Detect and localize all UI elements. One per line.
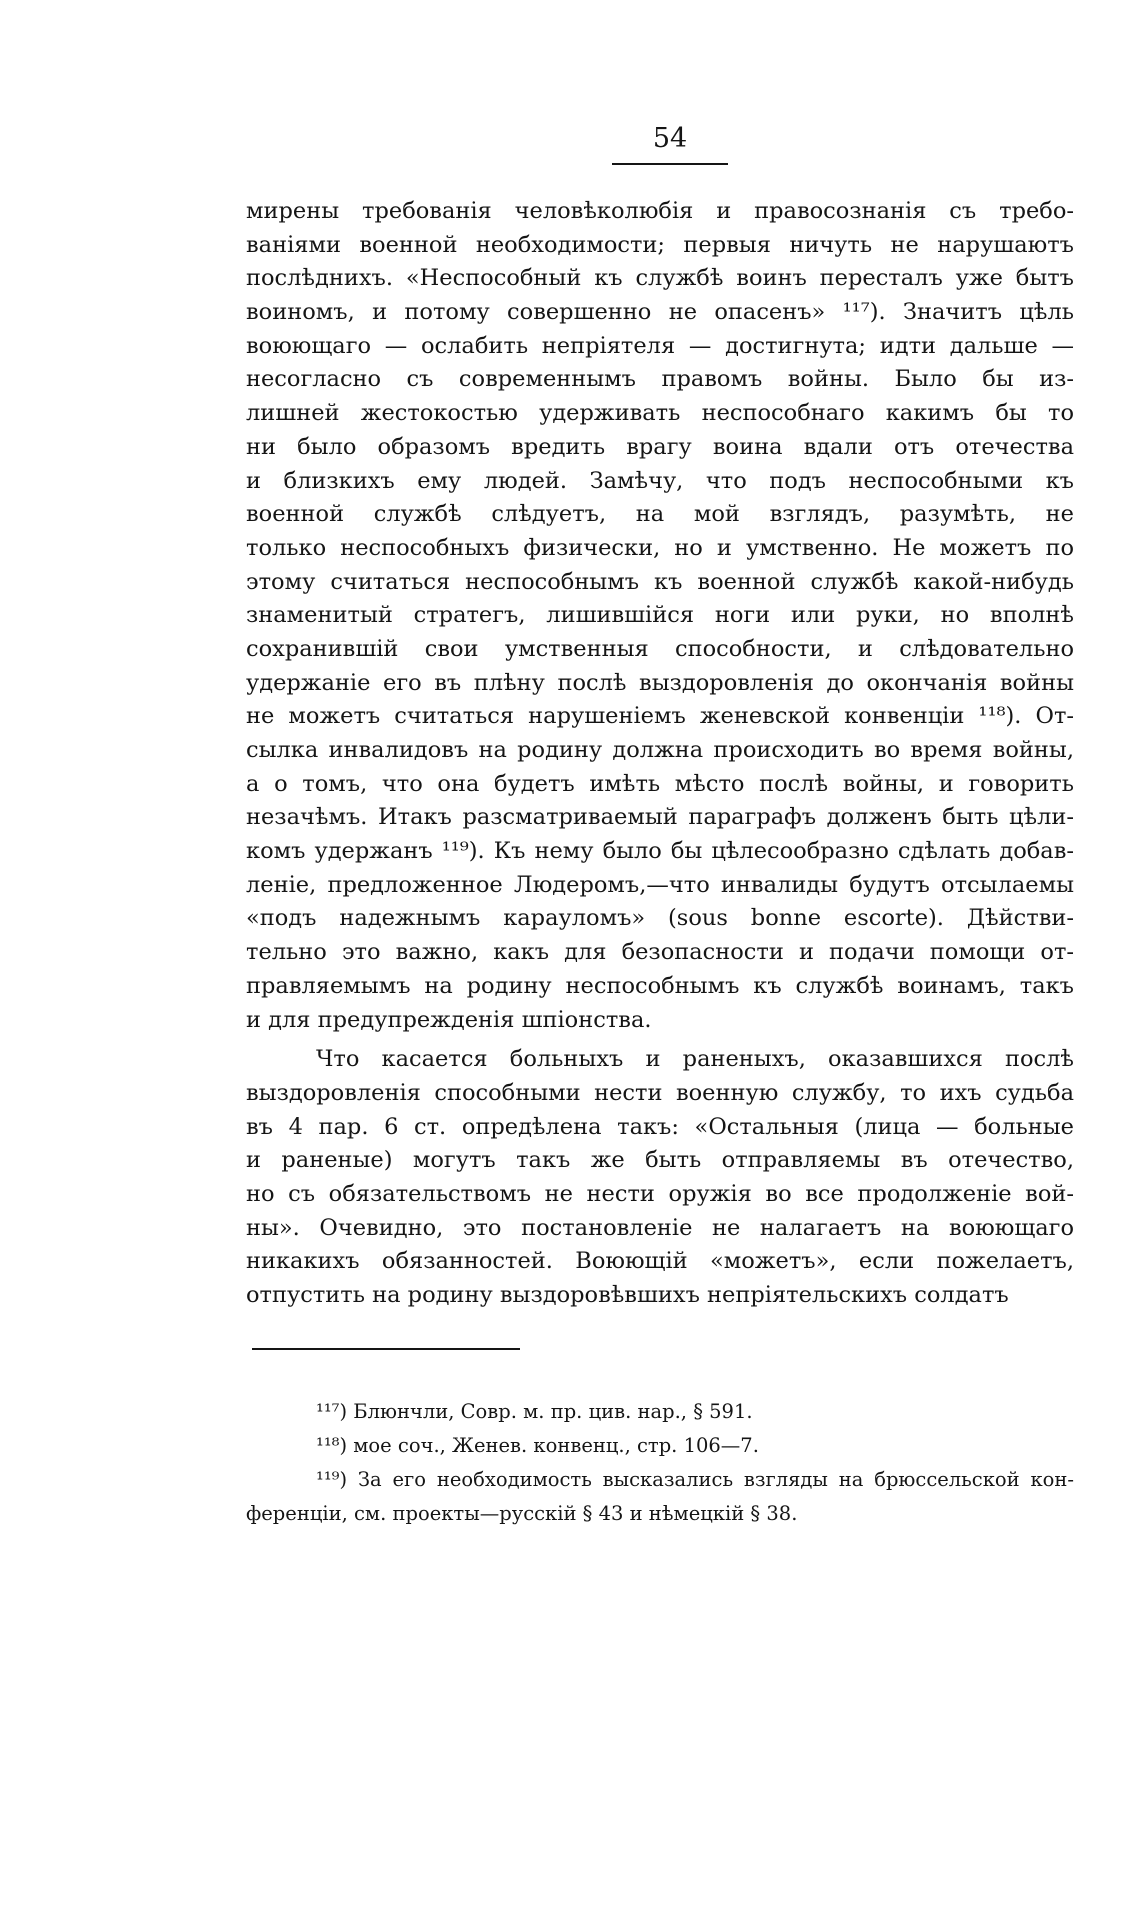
text-line: а о томъ, что она будетъ имѣть мѣсто послѣ войны, и говорить xyxy=(246,770,1074,797)
text-line: ни было образомъ вредить врагу воина вдали отъ отечества xyxy=(246,433,1074,460)
text-line: ¹¹⁸) мое соч., Женев. конвенц., стр. 106—7. xyxy=(316,1434,759,1457)
paragraph xyxy=(246,195,1074,1037)
footnote xyxy=(246,1429,1074,1463)
text-line: въ 4 пар. 6 ст. опредѣлена такъ: «Остальныя (лица — больные xyxy=(246,1113,1074,1140)
text-line: военной службѣ слѣдуетъ, на мой взглядъ, разумѣть, не xyxy=(246,501,1074,528)
text-line: мирены требованія человѣколюбія и правосознанія съ требо- xyxy=(246,198,1074,224)
page-number-rule xyxy=(612,163,728,165)
text-line: ны». Очевидно, это постановленіе не налагаетъ на воюющаго xyxy=(246,1214,1074,1241)
page-number: 54 xyxy=(652,123,688,154)
text-line: удержаніе его въ плѣну послѣ выздоровленія до окончанія войны xyxy=(246,669,1074,696)
text-line: леніе, предложенное Людеромъ,—что инвалиды будутъ отсылаемы xyxy=(246,871,1074,898)
text-line: ¹¹⁹) За его необходимость высказались взгляды на брюссельской кон- xyxy=(316,1468,1074,1491)
text-line: послѣднихъ. «Неспособный къ службѣ воинъ пересталъ уже бытъ xyxy=(246,265,1074,292)
text-line: и близкихъ ему людей. Замѣчу, что подъ неспособными къ xyxy=(246,467,1074,494)
text-line: комъ удержанъ ¹¹⁹). Къ нему было бы цѣлесообразно сдѣлать добав- xyxy=(246,838,1074,865)
text-line: ваніями военной необходимости; первыя ничуть не нарушаютъ xyxy=(246,231,1074,258)
text-line: лишней жестокостью удерживать неспособнаго какимъ бы то xyxy=(246,400,1074,427)
footnote-rule xyxy=(252,1348,520,1350)
text-line: незачѣмъ. Итакъ разсматриваемый параграфъ долженъ быть цѣли- xyxy=(246,804,1074,831)
text-line: сохранившій свои умственныя способности, и слѣдовательно xyxy=(246,635,1074,662)
text-line: но съ обязательствомъ не нести оружія во все продолженіе вой- xyxy=(246,1180,1074,1207)
text-line: отпустить на родину выздоровѣвшихъ непріятельскихъ солдатъ xyxy=(246,1282,1009,1308)
text-line: не можетъ считаться нарушеніемъ женевской конвенціи ¹¹⁸). От- xyxy=(246,703,1074,730)
text-line: ференціи, см. проекты—русскій § 43 и нѣмецкій § 38. xyxy=(246,1502,798,1525)
text-line: «подъ надежнымъ карауломъ» (sous bonne escorte). Дѣйстви- xyxy=(246,905,1074,932)
paragraph xyxy=(246,1043,1074,1313)
text-line: воюющаго — ослабить непріятеля — достигнута; идти дальше — xyxy=(246,332,1074,359)
body-text xyxy=(246,195,1074,1313)
text-line: только неспособныхъ физически, но и умственно. Не можетъ по xyxy=(246,534,1074,561)
text-line: Что касается больныхъ и раненыхъ, оказавшихся послѣ xyxy=(316,1046,1074,1073)
footnote xyxy=(246,1463,1074,1531)
text-line: тельно это важно, какъ для безопасности и подачи помощи от- xyxy=(246,939,1074,966)
text-line: никакихъ обязанностей. Воюющій «можетъ», если пожелаетъ, xyxy=(246,1248,1074,1275)
text-line: сылка инвалидовъ на родину должна происходить во время войны, xyxy=(246,737,1074,763)
text-line: выздоровленія способными нести военную службу, то ихъ судьба xyxy=(246,1079,1074,1106)
text-line: этому считаться неспособнымъ къ военной службѣ какой-нибудь xyxy=(246,568,1074,595)
footnote xyxy=(246,1395,1074,1429)
footnotes xyxy=(246,1395,1074,1531)
text-line: правляемымъ на родину неспособнымъ къ службѣ воинамъ, такъ xyxy=(246,972,1074,999)
text-line: ¹¹⁷) Блюнчли, Совр. м. пр. цив. нар., § 591. xyxy=(316,1400,753,1423)
text-line: и для предупрежденія шпіонства. xyxy=(246,1006,652,1033)
text-line: знаменитый стратегъ, лишившійся ноги или руки, но вполнѣ xyxy=(246,602,1074,629)
text-line: несогласно съ современнымъ правомъ войны. Было бы из- xyxy=(246,366,1074,393)
text-line: и раненые) могутъ такъ же быть отправляемы въ отечество, xyxy=(246,1147,1074,1174)
text-line: воиномъ, и потому совершенно не опасенъ» ¹¹⁷). Значитъ цѣль xyxy=(246,299,1074,326)
